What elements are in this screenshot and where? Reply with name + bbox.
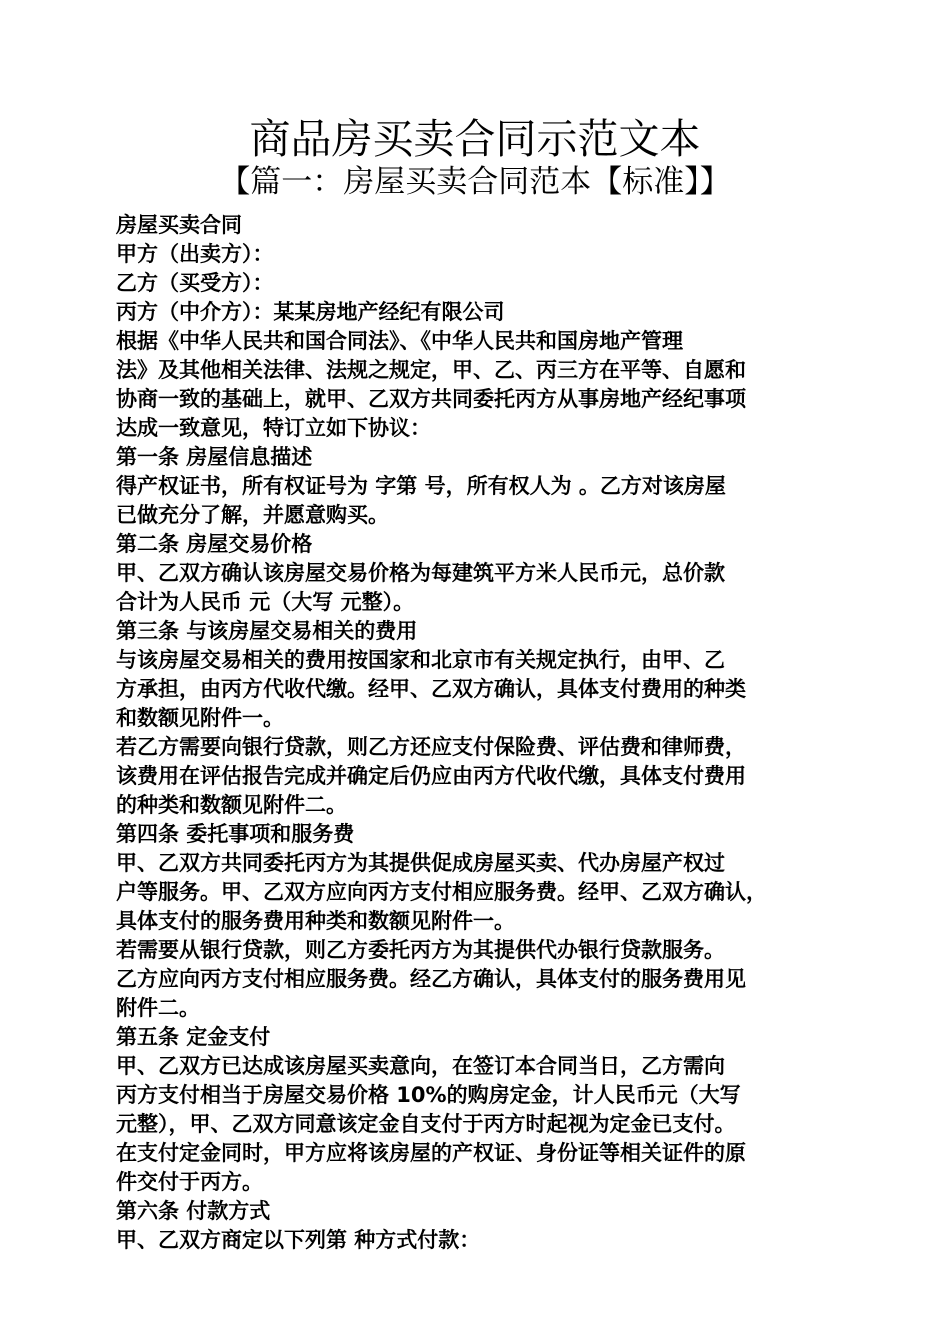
document-line: 房屋买卖合同	[116, 213, 242, 237]
document-line: 若需要从银行贷款，则乙方委托丙方为其提供代办银行贷款服务。	[116, 938, 725, 962]
document-line: 第四条 委托事项和服务费	[116, 822, 355, 846]
document-line: 第二条 房屋交易价格	[116, 532, 313, 556]
document-line: 的种类和数额见附件二。	[116, 793, 347, 817]
document-line: 具体支付的服务费用种类和数额见附件一。	[116, 909, 515, 933]
document-line: 达成一致意见，特订立如下协议：	[116, 416, 431, 440]
document-line: 甲、乙双方确认该房屋交易价格为每建筑平方米人民币元，总价款	[116, 561, 725, 585]
document-line: 协商一致的基础上，就甲、乙双方共同委托丙方从事房地产经纪事项	[116, 387, 746, 411]
document-line: 得产权证书，所有权证号为 字第 号，所有权人为 。乙方对该房屋	[116, 474, 726, 498]
document-line: 方承担，由丙方代收代缴。经甲、乙双方确认，具体支付费用的种类	[116, 677, 746, 701]
document-line: 第一条 房屋信息描述	[116, 445, 313, 469]
document-line: 第六条 付款方式	[116, 1199, 271, 1223]
document-line: 法》及其他相关法律、法规之规定，甲、乙、丙三方在平等、自愿和	[116, 358, 746, 382]
document-line: 该费用在评估报告完成并确定后仍应由丙方代收代缴，具体支付费用	[116, 764, 746, 788]
document-body	[116, 211, 856, 1255]
document-line: 和数额见附件一。	[116, 706, 284, 730]
document-line: 在支付定金同时，甲方应将该房屋的产权证、身份证等相关证件的原	[116, 1141, 746, 1165]
document-line: 已做充分了解，并愿意购买。	[116, 503, 389, 527]
document-line: 乙方应向丙方支付相应服务费。经乙方确认，具体支付的服务费用见	[116, 967, 746, 991]
document-line: 丙方支付相当于房屋交易价格 10%的购房定金，计人民币元（大写	[116, 1083, 741, 1107]
document-line: 户等服务。甲、乙双方应向丙方支付相应服务费。经甲、乙双方确认，	[116, 880, 767, 904]
document-line: 乙方（买受方）：	[116, 271, 274, 295]
document-line: 根据《中华人民共和国合同法》、《中华人民共和国房地产管理	[116, 329, 683, 353]
document-line: 合计为人民币 元（大写 元整）。	[116, 590, 415, 614]
page-subtitle: 【篇一：房屋买卖合同范本【标准】】	[219, 164, 731, 200]
document-line: 第五条 定金支付	[116, 1025, 271, 1049]
document-line: 附件二。	[116, 996, 200, 1020]
document-line: 第三条 与该房屋交易相关的费用	[116, 619, 418, 643]
document-line: 元整），甲、乙双方同意该定金自支付于丙方时起视为定金已支付。	[116, 1112, 736, 1136]
document-line: 甲方（出卖方）：	[116, 242, 274, 266]
document-line: 甲、乙双方已达成该房屋买卖意向，在签订本合同当日，乙方需向	[116, 1054, 725, 1078]
document-line: 甲、乙双方共同委托丙方为其提供促成房屋买卖、代办房屋产权过	[116, 851, 725, 875]
document-line: 丙方（中介方）：某某房地产经纪有限公司	[116, 300, 505, 324]
page-title: 商品房买卖合同示范文本	[249, 115, 701, 163]
document-line: 与该房屋交易相关的费用按国家和北京市有关规定执行，由甲、乙	[116, 648, 725, 672]
document-line: 甲、乙双方商定以下列第 种方式付款：	[116, 1228, 481, 1252]
document-line: 件交付于丙方。	[116, 1170, 263, 1194]
document-line: 若乙方需要向银行贷款，则乙方还应支付保险费、评估费和律师费，	[116, 735, 746, 759]
